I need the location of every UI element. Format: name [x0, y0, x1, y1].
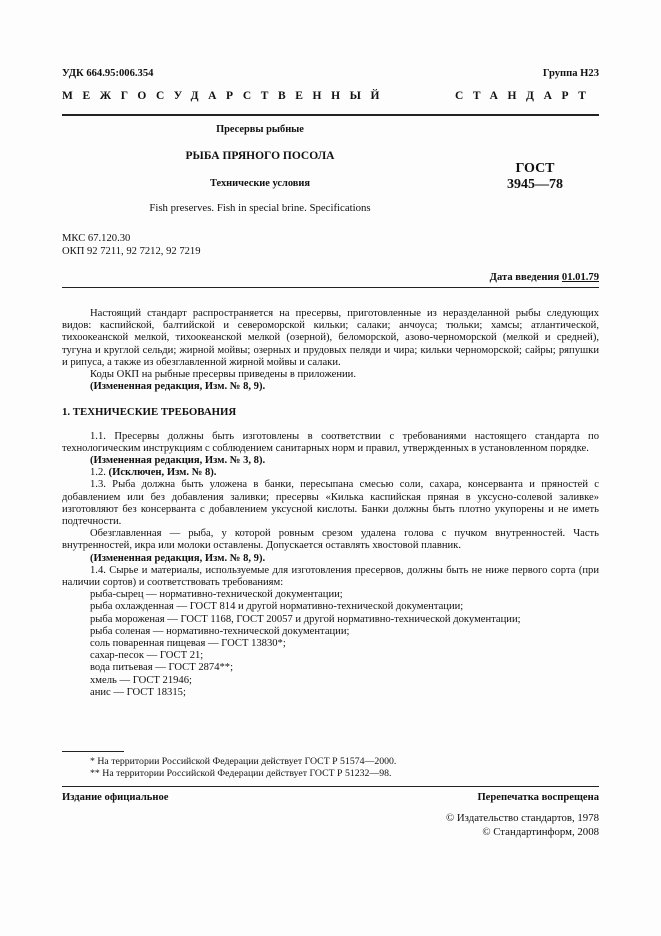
- okp-code: ОКП 92 7211, 92 7212, 92 7219: [62, 246, 201, 257]
- banner-interstate: МЕЖГОСУДАРСТВЕННЫЙ: [62, 90, 390, 102]
- english-title: Fish preserves. Fish in special brine. Specifications: [149, 202, 371, 214]
- paragraph-1-2: [62, 467, 599, 479]
- official-edition: Издание официальное: [62, 792, 169, 803]
- materials-list: [62, 589, 599, 699]
- list-item: анис — ГОСТ 18315;: [90, 686, 186, 698]
- document-subtitle: Технические условия: [210, 178, 310, 189]
- paragraph-1-3: 1.3. Рыба должна быть уложена в банки, пересыпана смесью соли, сахара, консерванта и пряностей с добавлением или без добавления заливки; пресервы «Килька каспийская пряная в уксусно-солевой заливке» изготовляют без консерванта с добавлением уксусной кислоты. Банки должны быть плотно укупорены и не иметь подтечности.: [62, 479, 599, 528]
- intro-date-value: 01.01.79: [561, 272, 599, 283]
- list-item: сахар-песок — ГОСТ 21;: [90, 650, 204, 662]
- reprint-notice: Перепечатка воспрещена: [477, 792, 599, 803]
- list-item: соль поваренная пищевая — ГОСТ 13830*;: [90, 638, 286, 650]
- group-code: Группа Н23: [542, 68, 599, 79]
- copyright-2: © Стандартинформ, 2008: [482, 826, 599, 838]
- amendment-note: (Измененная редакция, Изм. № 3, 8).: [90, 455, 266, 467]
- footer-rule: [62, 786, 599, 787]
- scope-paragraph: Настоящий стандарт распространяется на пресервы, приготовленные из неразделанной рыбы следующих видов: каспийской, балтийской и североморской кильки; салаки; анчоуса; тюльки; хамсы; атлантической, тихоокеанской мелкой, тихоокеанской мелкой (озерной), беломорской, азово-черноморской (мелкой и средней), тугуна и круглой сельди; жирной мойвы; озерных и прудовых пеляди и чира; кильки черноморской; сайры; ряпушки и рипуса, а также из обезглавленной жирной мойвы и салаки.: [62, 308, 599, 368]
- banner-standard: СТАНДАРТ: [455, 90, 596, 102]
- amendment-note: (Измененная редакция, Изм. № 8, 9).: [90, 381, 266, 393]
- amendment-note: (Измененная редакция, Изм. № 8, 9).: [90, 552, 266, 564]
- gost-label: ГОСТ: [515, 161, 555, 176]
- paragraph-1-2-number: 1.2.: [90, 467, 106, 479]
- section-1-heading: 1. ТЕХНИЧЕСКИЕ ТРЕБОВАНИЯ: [62, 406, 237, 419]
- document-title: РЫБА ПРЯНОГО ПОСОЛА: [185, 150, 335, 162]
- list-item: рыба охлажденная — ГОСТ 814 и другой нормативно-технической документации;: [90, 601, 464, 613]
- footnote-rule: [62, 751, 124, 752]
- paragraph-1-2-text: (Исключен, Изм. № 8).: [108, 467, 217, 479]
- header-rule: [62, 114, 599, 116]
- paragraph-1-3-headless: Обезглавленная — рыба, у которой ровным срезом удалена голова с пучком внутренностей. Часть внутренностей, икра или молоки оставлены. Допускается оставлять хвостовой плавник.: [62, 528, 599, 552]
- paragraph-1-4: 1.4. Сырье и материалы, используемые для изготовления пресервов, должны быть не ниже первого сорта (при наличии сортов) и соответствовать требованиям:: [62, 564, 599, 589]
- category-title: Пресервы рыбные: [216, 124, 304, 135]
- mks-code: МКС 67.120.30: [62, 233, 131, 244]
- date-rule: [62, 287, 599, 288]
- list-item: рыба-сырец — нормативно-технической документации;: [90, 589, 343, 601]
- okp-note: Коды ОКП на рыбные пресервы приведены в приложении.: [90, 369, 357, 381]
- copyright-1: © Издательство стандартов, 1978: [445, 812, 599, 824]
- udc-code: УДК 664.95:006.354: [62, 68, 154, 79]
- footnote-1: * На территории Российской Федерации действует ГОСТ Р 51574—2000.: [90, 756, 397, 767]
- body-text: [62, 308, 599, 699]
- gost-number: 3945—78: [507, 177, 563, 192]
- intro-date-label: Дата введения: [489, 272, 560, 283]
- list-item: хмель — ГОСТ 21946;: [90, 674, 192, 686]
- intro-date: [490, 272, 599, 283]
- list-item: рыба соленая — нормативно-технической документации;: [90, 625, 350, 637]
- paragraph-1-1: 1.1. Пресервы должны быть изготовлены в соответствии с требованиями настоящего стандарта по технологическим инструкциям с соблюдением санитарных норм и правил, утвержденных в установленном порядке.: [62, 430, 599, 454]
- list-item: вода питьевая — ГОСТ 2874**;: [90, 662, 234, 674]
- footnote-2: ** На территории Российской Федерации действует ГОСТ Р 51232—98.: [90, 768, 392, 779]
- list-item: рыба мороженая — ГОСТ 1168, ГОСТ 20057 и другой нормативно-технической документации;: [90, 613, 521, 625]
